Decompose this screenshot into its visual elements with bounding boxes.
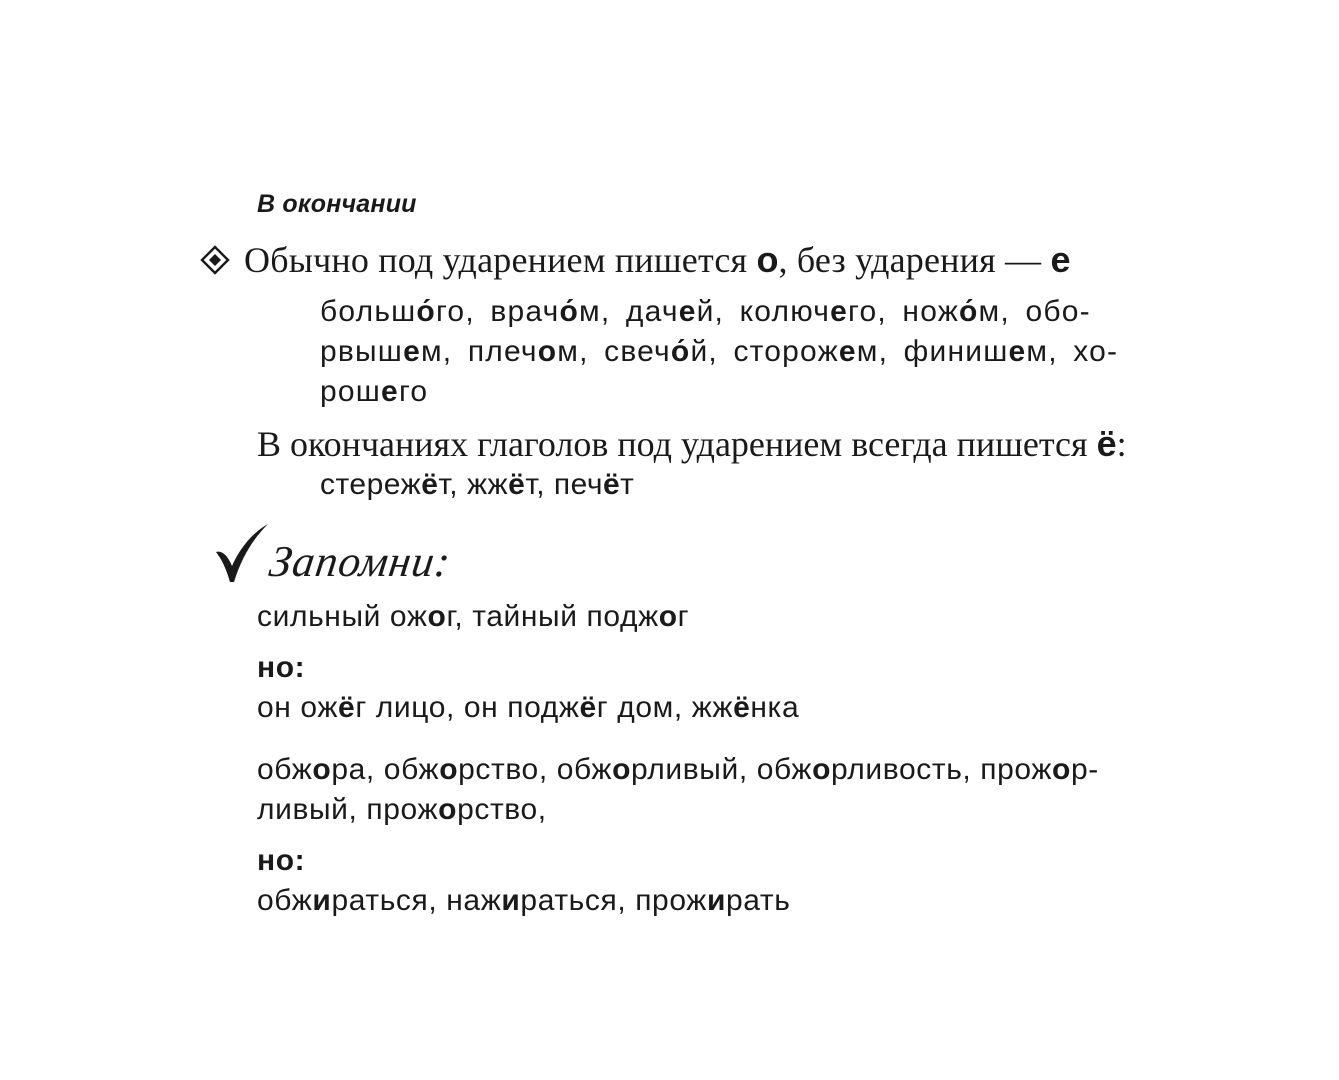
word-part: плеч	[467, 335, 538, 368]
checkmark-icon	[212, 522, 272, 593]
text-part: г	[677, 600, 690, 633]
text-part: рство,	[457, 793, 547, 826]
group2-line2	[257, 790, 1207, 830]
example-word	[490, 295, 626, 328]
word-part: м,	[978, 295, 1026, 328]
highlight-letter: е	[838, 335, 857, 368]
text-part: рство, обж	[458, 753, 613, 786]
verb-rule-text: В окончаниях глаголов под ударением всегда пишется	[257, 424, 1097, 464]
word-part: финиш	[903, 335, 1009, 368]
word-part: м,	[420, 335, 468, 368]
rule-text: Обычно под ударением пишется	[244, 240, 757, 280]
no-label-1: но:	[257, 651, 306, 684]
remember-header	[212, 522, 512, 592]
highlight-letter: е	[403, 335, 421, 368]
example-word	[467, 468, 554, 501]
highlight-letter: о	[537, 335, 558, 368]
highlight-letter: о	[612, 753, 632, 786]
word-part: го,	[435, 295, 491, 328]
text-part: ливый, прож	[257, 793, 439, 826]
text-part: рливый, обж	[631, 753, 813, 786]
word-part: го	[398, 375, 429, 408]
word-part: нож	[902, 295, 960, 328]
highlight-letter: и	[312, 884, 332, 917]
example-word	[604, 335, 733, 368]
word-part: т,	[525, 468, 554, 501]
examples-verb-list	[320, 465, 1200, 505]
examples-ending-list	[320, 292, 1200, 412]
word-part: свеч	[604, 335, 671, 368]
remember-title: Запомни:	[266, 537, 455, 586]
example-word	[733, 335, 903, 368]
word-part: м,	[856, 335, 904, 368]
verb-rule-letter: ё	[1096, 423, 1117, 464]
example-word	[740, 295, 903, 328]
rule-middle: , без ударения —	[778, 240, 1051, 280]
word-part: врач	[490, 295, 560, 328]
highlight-letter: о́	[416, 295, 436, 328]
word-part: м,	[579, 295, 626, 328]
highlight-letter: и	[501, 884, 521, 917]
highlight-letter: е	[678, 295, 697, 328]
text-part: г, тайный подж	[446, 600, 659, 633]
word-part: стереж	[320, 468, 422, 501]
text-part: раться, прож	[520, 884, 707, 917]
rule-letter-e: е	[1050, 239, 1071, 280]
highlight-letter: е	[830, 295, 848, 328]
example-word	[626, 295, 740, 328]
highlight-letter: е	[381, 375, 399, 408]
text-part: обж	[257, 884, 313, 917]
rule-line	[200, 238, 1200, 282]
no-label-2: но:	[257, 844, 306, 877]
word-part: дач	[625, 295, 679, 328]
text-part: рливость, прож	[831, 753, 1053, 786]
highlight-letter: е	[1008, 335, 1027, 368]
highlight-letter: ё	[602, 468, 621, 501]
word-part: м,	[557, 335, 605, 368]
example-word	[468, 335, 604, 368]
highlight-letter: о	[439, 753, 459, 786]
text-part: р-	[1070, 753, 1099, 786]
highlight-letter: и	[706, 884, 727, 917]
text-part: сильный ож	[257, 600, 428, 633]
word-part: й,	[696, 295, 740, 328]
example-word	[320, 295, 490, 328]
text-part: рать	[726, 884, 791, 917]
word-part: хо-рош	[320, 335, 1119, 408]
example-word	[320, 468, 467, 501]
example-word	[904, 335, 1074, 368]
group1-line1	[257, 597, 1207, 637]
highlight-letter: ё	[733, 691, 751, 724]
word-part: больш	[320, 295, 417, 328]
text-part: нка	[750, 691, 800, 724]
word-part: го,	[847, 295, 903, 328]
word-part: колюч	[739, 295, 831, 328]
highlight-letter: о́	[670, 335, 691, 368]
group2-line1	[257, 750, 1207, 790]
word-part: обо-рвыш	[320, 295, 1091, 368]
text-part: он ож	[257, 691, 339, 724]
highlight-letter: о	[1052, 753, 1071, 786]
highlight-letter: о	[427, 600, 447, 633]
rule-letter-o: о	[756, 239, 779, 280]
group2-line3	[257, 881, 1207, 921]
text-part: обж	[257, 753, 313, 786]
highlight-letter: о	[658, 600, 678, 633]
text-part: ра, обж	[331, 753, 440, 786]
group1-line2	[257, 688, 1207, 728]
highlight-letter: ё	[421, 468, 439, 501]
word-part: т	[620, 468, 635, 501]
verb-rule-tail: :	[1116, 424, 1127, 464]
word-part: м,	[1026, 335, 1074, 368]
highlight-letter: ё	[338, 691, 356, 724]
diamond-bullet-icon	[200, 241, 230, 271]
word-part: жж	[466, 468, 509, 501]
word-part: т,	[438, 468, 467, 501]
highlight-letter: о́	[559, 295, 580, 328]
example-word	[902, 295, 1025, 328]
heading-v-okonchanii: В окончании	[257, 190, 417, 218]
highlight-letter: ё	[579, 691, 597, 724]
word-part: сторож	[733, 335, 839, 368]
text-part: г лицо, он подж	[355, 691, 580, 724]
text-part: г дом, жж	[596, 691, 734, 724]
word-part: печ	[553, 468, 603, 501]
highlight-letter: о́	[959, 295, 979, 328]
example-word	[554, 468, 635, 501]
highlight-letter: о	[812, 753, 832, 786]
highlight-letter: ё	[508, 468, 526, 501]
highlight-letter: о	[312, 753, 332, 786]
verb-rule-line	[257, 422, 1207, 466]
text-part: раться, наж	[331, 884, 502, 917]
word-part: й,	[690, 335, 734, 368]
highlight-letter: о	[438, 793, 458, 826]
